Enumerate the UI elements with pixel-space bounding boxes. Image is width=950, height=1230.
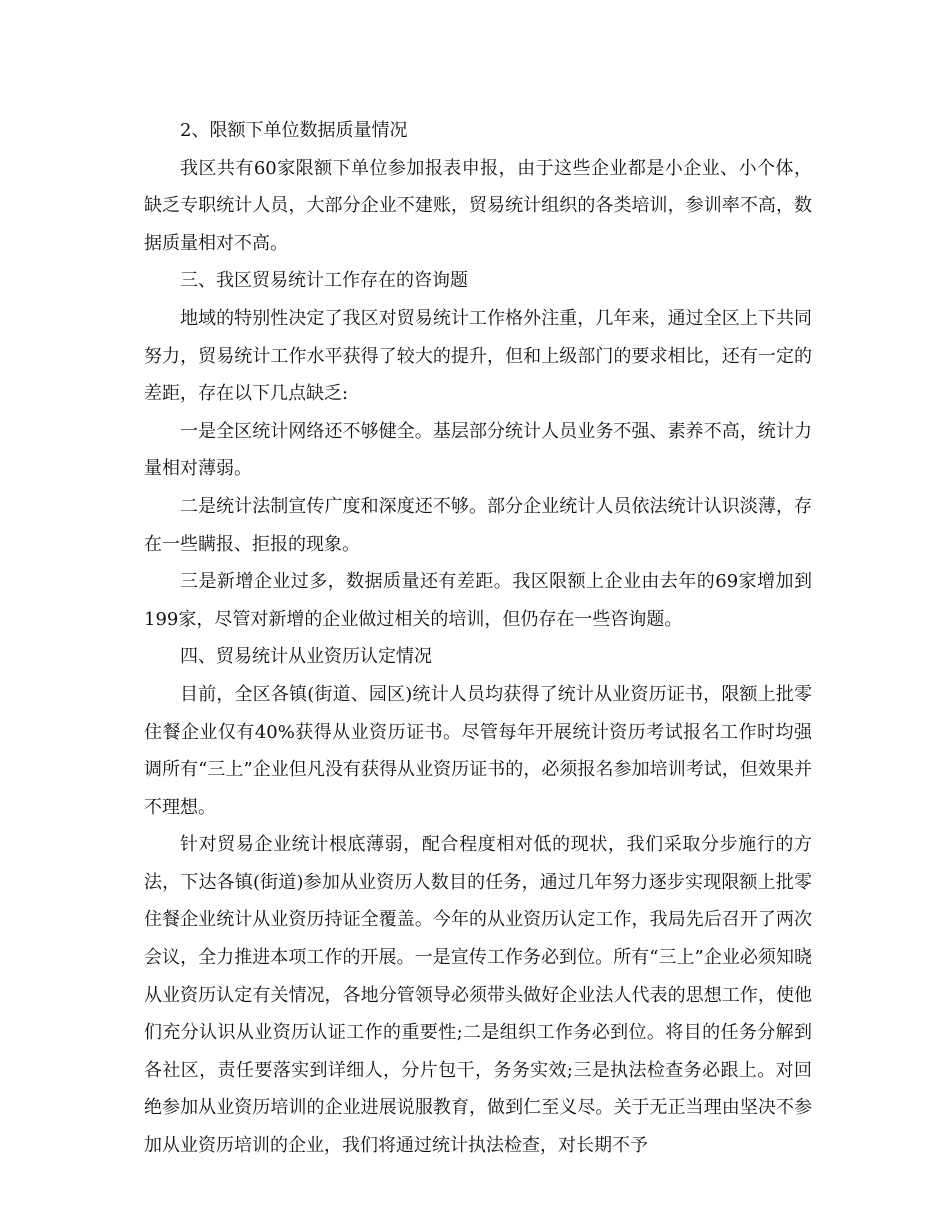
paragraph-qualification-measures: 针对贸易企业统计根底薄弱，配合程度相对低的现状，我们采取分步施行的方法，下达各镇(街道)参加从业资历人数目的任务，通过几年努力逐步实现限额上批零住餐企业统计从业资历持证全覆盖。今年的从业资历认定工作，我局先后召开了两次会议，全力推进本项工作的开展。一是宣传工作务必到位。所有“三上”企业必须知晓从业资历认定有关情况，各地分管领导必须带头做好企业法人代表的思想工作，使他们充分认识从业资历认证工作的重要性;二是组织工作务必到位。将目的任务分解到各社区，责任要落实到详细人，分片包干，务务实效;三是执法检查务必跟上。对回绝参加从业资历培训的企业进展说服教育，做到仁至义尽。关于无正当理由坚决不参加从业资历培训的企业，我们将通过统计执法检查，对长期不予	[144, 834, 812, 1157]
paragraph-problem-network: 一是全区统计网络还不够健全。基层部分统计人员业务不强、素养不高，统计力量相对薄弱。	[144, 420, 812, 480]
document-body	[144, 112, 812, 1165]
section-heading-problems: 三、我区贸易统计工作存在的咨询题	[180, 270, 468, 292]
paragraph-below-quota-units: 我区共有60家限额下单位参加报表申报，由于这些企业都是小企业、小个体，缺乏专职统计人员，大部分企业不建账，贸易统计组织的各类培训，参训率不高，数据质量相对不高。	[144, 157, 812, 254]
section-heading-qualification: 四、贸易统计从业资历认定情况	[180, 646, 432, 668]
paragraph-problem-legal-publicity: 二是统计法制宣传广度和深度还不够。部分企业统计人员依法统计认识淡薄，存在一些瞒报、拒报的现象。	[144, 495, 812, 555]
paragraph-qualification-status: 目前，全区各镇(街道、园区)统计人员均获得了统计从业资历证书，限额上批零住餐企业仅有40%获得从业资历证书。尽管每年开展统计资历考试报名工作时均强调所有“三上”企业但凡没有获得从业资历证书的，必须报名参加培训考试，但效果并不理想。	[144, 683, 812, 818]
paragraph-problem-new-enterprises: 三是新增企业过多，数据质量还有差距。我区限额上企业由去年的69家增加到199家，尽管对新增的企业做过相关的培训，但仍存在一些咨询题。	[144, 571, 812, 630]
subsection-heading-below-quota-quality: 2、限额下单位数据质量情况	[180, 120, 408, 141]
paragraph-problems-intro: 地域的特别性决定了我区对贸易统计工作格外注重，几年来，通过全区上下共同努力，贸易统计工作水平获得了较大的提升，但和上级部门的要求相比，还有一定的差距，存在以下几点缺乏:	[144, 307, 812, 405]
